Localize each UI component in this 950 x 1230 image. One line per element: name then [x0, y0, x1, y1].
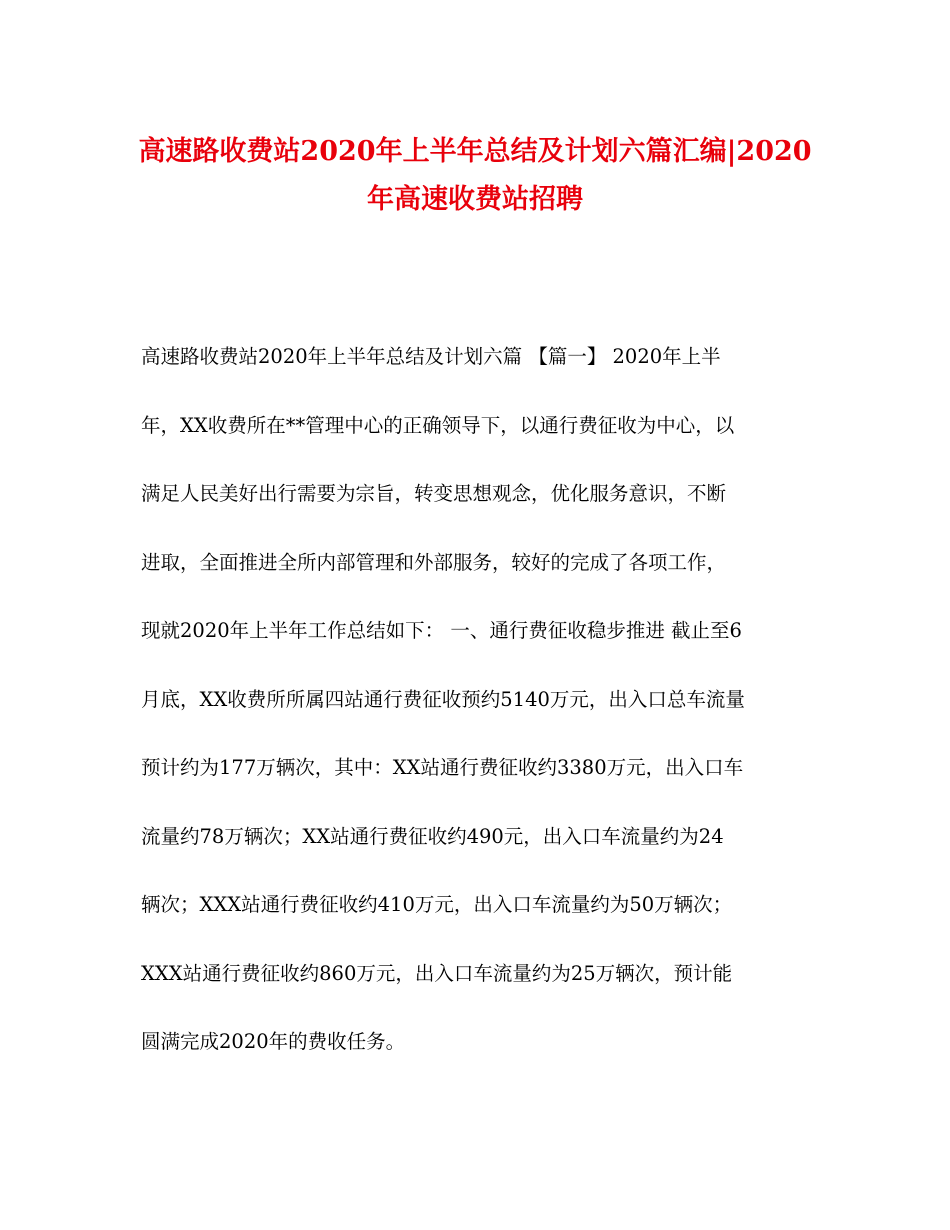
body-line: 辆次；XXX站通行费征收约410万元，出入口车流量约为50万辆次；: [141, 893, 733, 916]
title-line-1: 高速路收费站2020年上半年总结及计划六篇汇编|2020: [138, 136, 812, 167]
body-line: 高速路收费站2020年上半年总结及计划六篇 【篇一】 2020年上半: [141, 345, 721, 368]
body-line: 圆满完成2020年的费收任务。: [141, 1030, 406, 1053]
body-line: 年，XX收费所在**管理中心的正确领导下，以通行费征收为中心，以: [141, 413, 735, 437]
body-line: 现就2020年上半年工作总结如下： 一、通行费征收稳步推进 截止至6: [141, 619, 742, 642]
body-line: 流量约78万辆次；XX站通行费征收约490元，出入口车流量约为24: [141, 824, 724, 848]
body-line: 预计约为177万辆次，其中：XX站通行费征收约3380万元，出入口车: [141, 756, 744, 779]
document-body: [141, 338, 821, 1092]
body-line: XXX站通行费征收约860万元，出入口车流量约为25万辆次，预计能: [141, 961, 733, 985]
body-line: 月底，XX收费所所属四站通行费征收预约5140万元，出入口总车流量: [141, 687, 745, 711]
document-title: [130, 128, 820, 224]
title-line-2: 年高速收费站招聘: [367, 184, 583, 215]
body-line: 满足人民美好出行需要为宗旨，转变思想观念，优化服务意识，不断: [141, 482, 727, 505]
body-line: 进取，全面推进全所内部管理和外部服务，较好的完成了各项工作，: [141, 550, 727, 574]
